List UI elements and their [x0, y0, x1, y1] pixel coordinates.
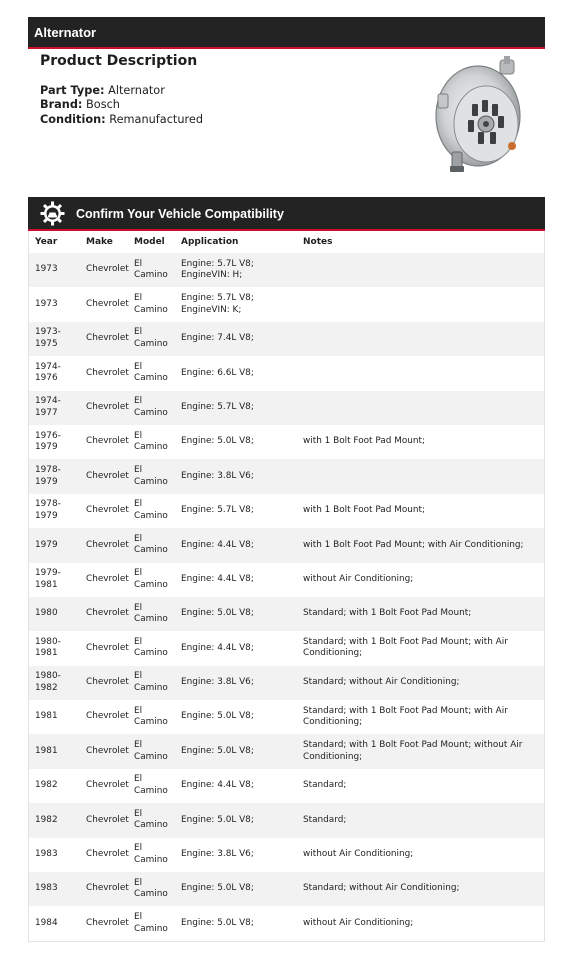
column-header-application: Application: [181, 237, 239, 247]
cell-year: 1973: [35, 298, 58, 309]
cell-application: Engine: 5.7L V8;: [181, 505, 254, 516]
table-row: [29, 494, 544, 528]
cell-application: Engine: 5.7L V8;: [181, 401, 254, 412]
spec-value: Alternator: [108, 84, 165, 97]
cell-year: 1980: [35, 608, 58, 619]
table-row: [29, 838, 544, 872]
cell-notes: [297, 356, 544, 390]
cell-model: El Camino: [134, 636, 168, 659]
cell-model: El Camino: [134, 396, 168, 418]
cell-make: Chevrolet: [86, 401, 129, 412]
cell-notes: Standard;: [303, 814, 347, 825]
spec-value: Remanufactured: [109, 113, 204, 126]
cell-make: Chevrolet: [86, 573, 129, 584]
cell-application: Engine: 3.8L V6;: [181, 849, 254, 860]
table-row: [29, 459, 544, 493]
cell-application: Engine: 5.0L V8;: [181, 883, 254, 894]
cell-application: Engine: 5.0L V8;: [181, 608, 254, 619]
cell-application: Engine: 4.4L V8;: [181, 573, 254, 584]
cell-make: Chevrolet: [86, 814, 129, 825]
cell-make: Chevrolet: [86, 883, 129, 894]
column-header-make: Make: [86, 237, 113, 247]
spec-brand: [40, 98, 120, 111]
table-row: [29, 803, 544, 837]
cell-notes: [297, 322, 544, 356]
cell-application: Engine: 5.0L V8;: [181, 711, 254, 722]
table-row: [29, 872, 544, 906]
cell-model: El Camino: [134, 464, 168, 487]
cell-model: El Camino: [134, 671, 168, 693]
cell-application: Engine: 3.8L V6;: [181, 470, 254, 481]
cell-year: 1980-1982: [35, 671, 61, 693]
cell-year: 1984: [35, 917, 58, 928]
cell-year: 1974-1976: [35, 361, 61, 384]
spec-condition: [40, 113, 203, 126]
cell-notes: Standard; with 1 Bolt Foot Pad Mount; with Air Conditioning;: [303, 705, 508, 728]
spec-value: Bosch: [86, 98, 120, 111]
cell-notes: [297, 253, 544, 287]
cell-notes: with 1 Bolt Foot Pad Mount; with Air Conditioning;: [303, 539, 524, 550]
product-description-heading: Product Description: [40, 53, 198, 69]
cell-make: Chevrolet: [86, 711, 129, 722]
table-row: [29, 700, 544, 734]
cell-make: Chevrolet: [86, 642, 129, 653]
cell-notes: Standard; with 1 Bolt Foot Pad Mount;: [303, 608, 472, 619]
cell-model: El Camino: [134, 705, 168, 728]
cell-notes: Standard; with 1 Bolt Foot Pad Mount; without Air Conditioning;: [303, 740, 523, 762]
table-row: [29, 287, 544, 321]
cell-notes: [297, 391, 544, 425]
cell-application: Engine: 5.7L V8; EngineVIN: H;: [181, 258, 254, 281]
cell-model: El Camino: [134, 292, 168, 315]
table-row: [29, 391, 544, 425]
cell-year: 1974-1977: [35, 396, 61, 418]
compatibility-title: Confirm Your Vehicle Compatibility: [76, 207, 284, 221]
cell-application: Engine: 4.4L V8;: [181, 539, 254, 550]
cell-year: 1978-1979: [35, 499, 61, 521]
table-row: [29, 631, 544, 665]
cell-application: Engine: 5.0L V8;: [181, 814, 254, 825]
cell-model: El Camino: [134, 499, 168, 521]
table-row: [29, 734, 544, 768]
cell-year: 1982: [35, 780, 58, 791]
cell-application: Engine: 4.4L V8;: [181, 780, 254, 791]
cell-year: 1979-1981: [35, 568, 61, 590]
spec-part-type: [40, 84, 165, 97]
table-row: [29, 322, 544, 356]
cell-make: Chevrolet: [86, 367, 129, 378]
table-row: [29, 597, 544, 631]
cell-year: 1981: [35, 711, 58, 722]
cell-make: Chevrolet: [86, 505, 129, 516]
table-row: [29, 528, 544, 562]
cell-application: Engine: 5.7L V8; EngineVIN: K;: [181, 292, 254, 315]
cell-model: El Camino: [134, 602, 168, 625]
cell-model: El Camino: [134, 568, 168, 590]
table-row: [29, 906, 544, 940]
cell-model: El Camino: [134, 430, 168, 453]
cell-notes: Standard; without Air Conditioning;: [303, 883, 460, 894]
cell-year: 1982: [35, 814, 58, 825]
cell-model: El Camino: [134, 774, 168, 797]
cell-year: 1973-1975: [35, 327, 61, 349]
table-header-row: [29, 231, 544, 253]
cell-model: El Camino: [134, 258, 168, 281]
cell-model: El Camino: [134, 843, 168, 865]
cell-make: Chevrolet: [86, 264, 129, 275]
table-row: [29, 769, 544, 803]
table-row: [29, 563, 544, 597]
cell-year: 1983: [35, 849, 58, 860]
cell-model: El Camino: [134, 533, 168, 556]
cell-make: Chevrolet: [86, 780, 129, 791]
section-header-compatibility: [28, 197, 545, 231]
cell-application: Engine: 5.0L V8;: [181, 745, 254, 756]
cell-make: Chevrolet: [86, 917, 129, 928]
cell-make: Chevrolet: [86, 608, 129, 619]
cell-notes: without Air Conditioning;: [303, 573, 414, 584]
gear-car-icon: [40, 201, 65, 226]
cell-application: Engine: 7.4L V8;: [181, 333, 254, 344]
cell-notes: without Air Conditioning;: [303, 849, 414, 860]
cell-notes: [297, 287, 544, 321]
table-row: [29, 356, 544, 390]
cell-notes: with 1 Bolt Foot Pad Mount;: [303, 436, 426, 447]
cell-make: Chevrolet: [86, 470, 129, 481]
cell-application: Engine: 5.0L V8;: [181, 436, 254, 447]
cell-year: 1973: [35, 264, 58, 275]
table-row: [29, 425, 544, 459]
cell-notes: with 1 Bolt Foot Pad Mount;: [303, 505, 426, 516]
alternator-image: [432, 54, 532, 180]
cell-model: El Camino: [134, 361, 168, 384]
spec-label: Brand:: [40, 98, 83, 111]
cell-notes: Standard; with 1 Bolt Foot Pad Mount; with Air Conditioning;: [303, 636, 508, 659]
cell-year: 1979: [35, 539, 58, 550]
spec-label: Part Type:: [40, 84, 105, 97]
cell-make: Chevrolet: [86, 333, 129, 344]
cell-application: Engine: 6.6L V8;: [181, 367, 254, 378]
section-title: Alternator: [34, 25, 97, 40]
cell-notes: Standard;: [303, 780, 347, 791]
cell-year: 1981: [35, 745, 58, 756]
cell-make: Chevrolet: [86, 298, 129, 309]
spec-label: Condition:: [40, 113, 106, 126]
cell-application: Engine: 5.0L V8;: [181, 917, 254, 928]
cell-application: Engine: 3.8L V6;: [181, 677, 254, 688]
table-row: [29, 253, 544, 287]
cell-model: El Camino: [134, 808, 168, 831]
column-header-notes: Notes: [303, 237, 333, 247]
cell-year: 1978-1979: [35, 464, 61, 487]
cell-make: Chevrolet: [86, 745, 129, 756]
cell-make: Chevrolet: [86, 849, 129, 860]
compatibility-table: [28, 231, 545, 942]
cell-year: 1983: [35, 883, 58, 894]
table-row: [29, 666, 544, 700]
cell-model: El Camino: [134, 740, 168, 762]
cell-model: El Camino: [134, 877, 168, 900]
column-header-year: Year: [35, 237, 58, 247]
cell-model: El Camino: [134, 327, 168, 349]
cell-year: 1980-1981: [35, 636, 61, 659]
cell-year: 1976-1979: [35, 430, 61, 453]
cell-make: Chevrolet: [86, 677, 129, 688]
cell-make: Chevrolet: [86, 539, 129, 550]
cell-notes: without Air Conditioning;: [303, 917, 414, 928]
compatibility-grid: [29, 231, 544, 941]
cell-notes: [297, 459, 544, 493]
cell-make: Chevrolet: [86, 436, 129, 447]
column-header-model: Model: [134, 237, 165, 247]
cell-notes: Standard; without Air Conditioning;: [303, 677, 460, 688]
cell-application: Engine: 4.4L V8;: [181, 642, 254, 653]
section-header-alternator: [28, 17, 545, 49]
cell-model: El Camino: [134, 912, 168, 934]
